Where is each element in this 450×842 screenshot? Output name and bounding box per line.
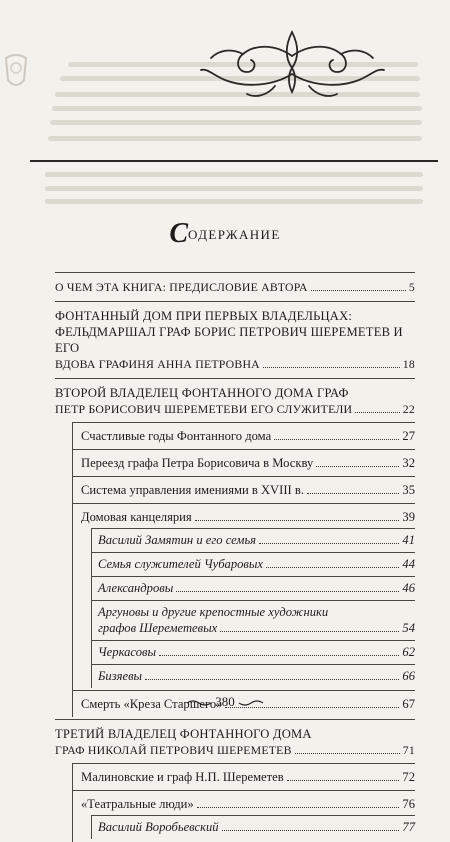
entry-title-line: ФОНТАННЫЙ ДОМ ПРИ ПЕРВЫХ ВЛАДЕЛЬЦАХ:	[55, 309, 353, 323]
page-number: 380	[215, 694, 235, 709]
entry-page: 22	[402, 402, 415, 416]
title-rest: одержание	[188, 223, 281, 244]
toc-subentry[interactable]	[72, 449, 415, 476]
entry-page: 46	[402, 581, 415, 595]
toc-entry-third-owner[interactable]	[55, 719, 415, 758]
entry-page: 66	[402, 669, 415, 683]
entry-title: Бизяевы	[98, 669, 143, 683]
entry-page: 62	[402, 645, 415, 659]
header-rule	[30, 160, 438, 162]
entry-title: Черкасовы	[98, 645, 157, 659]
toc-subentry[interactable]	[72, 422, 415, 449]
entry-title: Система управления имениями в XVIII в.	[81, 483, 304, 497]
entry-page: 71	[402, 743, 415, 757]
floral-ornament-icon	[195, 26, 390, 106]
entry-page: 72	[402, 770, 415, 784]
toc-subentry[interactable]	[72, 476, 415, 503]
toc-subsubentry-argunov[interactable]	[91, 600, 415, 640]
entry-title: Василий Воробьевский	[98, 820, 219, 834]
entry-page: 27	[402, 429, 415, 443]
entry-title-line: ТРЕТИЙ ВЛАДЕЛЕЦ ФОНТАННОГО ДОМА	[55, 727, 312, 741]
entry-title-line: ГРАФ НИКОЛАЙ ПЕТРОВИЧ ШЕРЕМЕТЕВ	[55, 743, 292, 757]
footer-flourish-right-icon	[238, 699, 264, 707]
entry-title: Переезд графа Петра Борисовича в Москву	[81, 456, 314, 470]
toc-subentry-theatre[interactable]	[72, 790, 415, 842]
entry-title-line: графов Шереметевых	[98, 621, 218, 635]
toc-subentry-chancery[interactable]	[72, 503, 415, 690]
toc-subsubentry[interactable]	[91, 552, 415, 576]
table-of-contents	[55, 272, 415, 842]
entry-title-line: Аргуновы и другие крепостные художники	[98, 605, 329, 619]
entry-title-line: ПЕТР БОРИСОВИЧ ШЕРЕМЕТЕВИ ЕГО СЛУЖИТЕЛИ	[55, 402, 353, 416]
entry-page: 76	[402, 797, 415, 811]
entry-title-line: ФЕЛЬДМАРШАЛ ГРАФ БОРИС ПЕТРОВИЧ ШЕРЕМЕТЕВ И ЕГО	[55, 325, 403, 355]
toc-entry-preface[interactable]	[55, 272, 415, 295]
page-footer	[0, 694, 450, 710]
toc-subentry[interactable]	[72, 763, 415, 790]
entry-page: 77	[402, 820, 415, 834]
footer-flourish-left-icon	[186, 699, 212, 707]
faded-emblem-icon	[2, 50, 30, 92]
entry-title: Василий Замятин и его семья	[98, 533, 257, 547]
entry-title: Домовая канцелярия	[81, 510, 192, 524]
toc-subsubentry[interactable]	[91, 815, 415, 839]
entry-title: Александровы	[98, 581, 174, 595]
toc-subsubentry[interactable]	[91, 664, 415, 688]
entry-title-line: ВТОРОЙ ВЛАДЕЛЕЦ ФОНТАННОГО ДОМА ГРАФ	[55, 386, 349, 400]
entry-title: О ЧЕМ ЭТА КНИГА: ПРЕДИСЛОВИЕ АВТОРА	[55, 280, 308, 294]
toc-subsubentry[interactable]	[91, 640, 415, 664]
title-initial: С	[169, 218, 188, 249]
entry-page: 18	[402, 357, 415, 371]
toc-subsubentry[interactable]	[91, 576, 415, 600]
page-title	[0, 218, 450, 250]
entry-page: 39	[402, 510, 415, 524]
entry-page: 54	[402, 621, 415, 635]
entry-page: 41	[402, 533, 415, 547]
entry-title-line: ВДОВА ГРАФИНЯ АННА ПЕТРОВНА	[55, 357, 260, 371]
entry-page: 44	[402, 557, 415, 571]
entry-title: Смерть «Креза Старшего»	[81, 697, 223, 711]
entry-title: Счастливые годы Фонтанного дома	[81, 429, 272, 443]
toc-subsubentry[interactable]	[91, 528, 415, 552]
entry-title: Малиновские и граф Н.П. Шереметев	[81, 770, 284, 784]
entry-page: 67	[402, 697, 415, 711]
entry-title: Семья служителей Чубаровых	[98, 557, 264, 571]
entry-title: «Театральные люди»	[81, 797, 194, 811]
entry-page: 5	[408, 280, 415, 294]
toc-entry-first-owners[interactable]	[55, 301, 415, 372]
entry-page: 32	[402, 456, 415, 470]
entry-page: 35	[402, 483, 415, 497]
toc-entry-second-owner[interactable]	[55, 378, 415, 417]
